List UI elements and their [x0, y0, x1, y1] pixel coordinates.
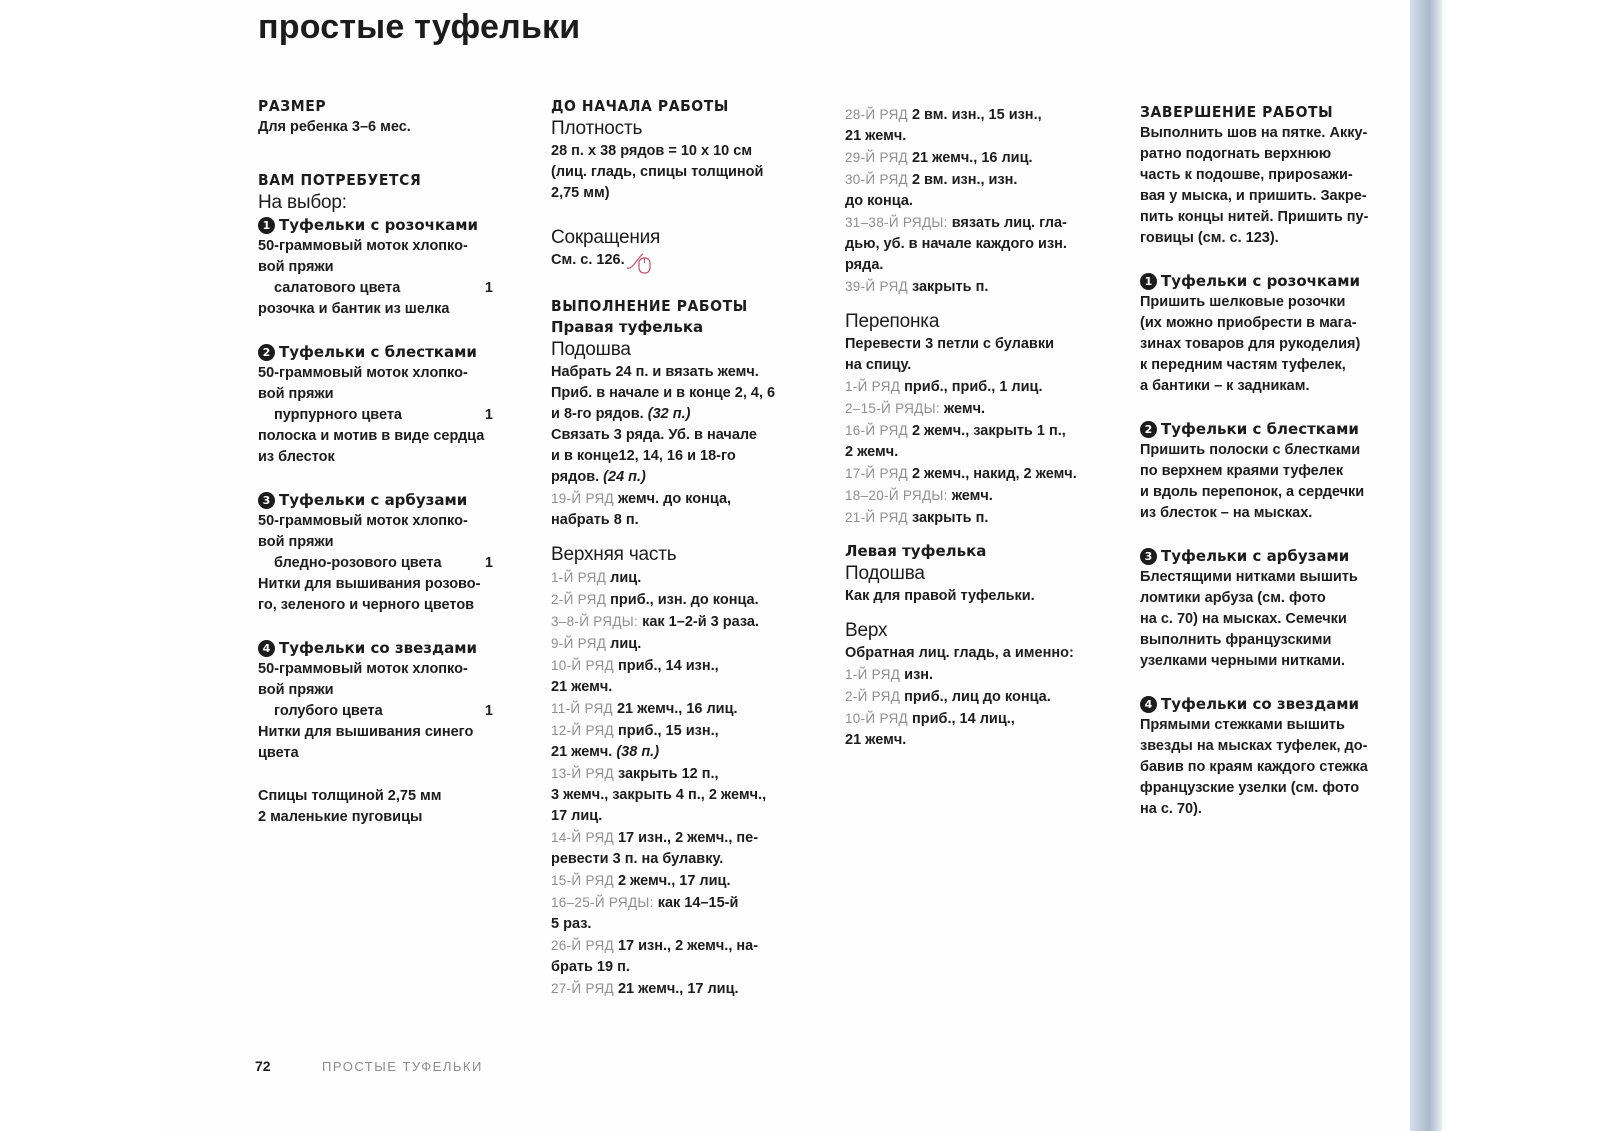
- row-text: 21 жемч., 16 лиц.: [911, 150, 1033, 166]
- instruction-line: [551, 806, 821, 827]
- item-number-badge: 1: [1140, 273, 1157, 290]
- spacer: [1140, 249, 1405, 271]
- material-line: 50-граммовый моток хлопко-: [258, 661, 468, 677]
- instruction-line: [551, 404, 821, 425]
- instruction-line: [551, 467, 821, 488]
- instruction-line: [551, 892, 821, 914]
- row-text: 21 жемч.: [551, 744, 613, 760]
- size-heading: РАЗМЕР: [258, 97, 327, 115]
- row-label: 2-Й РЯД: [845, 689, 901, 704]
- instruction-line: [845, 169, 1120, 191]
- yarn-quantity: 1: [484, 280, 493, 296]
- row-text: приб., приб., 1 лиц.: [904, 379, 1043, 395]
- row-text: изн.: [904, 667, 934, 683]
- row-text: Обратная лиц. гладь, а именно:: [845, 645, 1074, 661]
- finishing-line: узелками черными нитками.: [1140, 653, 1346, 669]
- row-label: 10-Й РЯД: [551, 658, 614, 673]
- row-label: 29-Й РЯД: [845, 150, 908, 165]
- yarn-quantity: 1: [484, 555, 493, 571]
- row-text: 21 жемч.: [551, 679, 613, 695]
- material-line: Нитки для вышивания розово-: [258, 576, 481, 592]
- row-text: Перевести 3 петли с булавки: [845, 336, 1054, 352]
- row-label: 18–20-Й РЯДЫ:: [845, 488, 948, 503]
- instruction-line: [551, 957, 821, 978]
- instruction-line: [845, 398, 1120, 420]
- spacer: [258, 616, 523, 638]
- row-text: и 8-го рядов.: [551, 406, 644, 422]
- row-text: жемч. до конца,: [617, 491, 732, 507]
- item-number-badge: 2: [1140, 421, 1157, 438]
- instruction-line: [845, 664, 1120, 686]
- row-label: 14-Й РЯД: [551, 830, 614, 845]
- page-number: 72: [255, 1058, 271, 1074]
- instruction-line: [551, 978, 821, 1000]
- finish-line: вая у мыска, и пришить. Закре-: [1140, 188, 1367, 204]
- item-title: Туфельки со звездами: [279, 639, 477, 657]
- row-text: приб., 15 изн.,: [617, 723, 719, 739]
- row-text: дью, уб. в начале каждого изн.: [845, 236, 1067, 252]
- row-text: до конца.: [845, 193, 913, 209]
- finishing-line: Прямыми стежками вышить: [1140, 717, 1345, 733]
- row-label: 13-Й РЯД: [551, 766, 614, 781]
- row-text: закрыть п.: [911, 279, 989, 295]
- finishing-line: ломтики арбуза (см. фото: [1140, 590, 1326, 606]
- item-title: Туфельки с блестками: [279, 343, 477, 361]
- row-text: закрыть п.: [911, 510, 989, 526]
- row-label: 11-Й РЯД: [551, 701, 613, 716]
- material-line: вой пряжи: [258, 682, 334, 698]
- row-label: 16–25-Й РЯДЫ:: [551, 895, 654, 910]
- finish-line: говицы (см. с. 123).: [1140, 230, 1279, 246]
- row-label: 27-Й РЯД: [551, 981, 614, 996]
- row-text: Набрать 24 п. и вязать жемч.: [551, 364, 759, 380]
- row-text: 21 жемч., 17 лиц.: [617, 981, 739, 997]
- tools-line: 2 маленькие пуговицы: [258, 809, 423, 825]
- finishing-line: французские узелки (см. фото: [1140, 780, 1360, 796]
- finishing-line: по верхнем краями туфелек: [1140, 463, 1344, 479]
- instruction-line: [551, 633, 821, 655]
- strap-heading: Перепонка: [845, 311, 940, 332]
- row-text: 21 жемч.: [845, 128, 907, 144]
- sole-rows: [551, 362, 821, 531]
- need-heading: ВАМ ПОТРЕБУЕТСЯ: [258, 171, 422, 189]
- instruction-line: [845, 686, 1120, 708]
- instruction-line: [845, 126, 1120, 147]
- left-sole-text: Как для правой туфельки.: [845, 588, 1035, 604]
- item-title: Туфельки с арбузами: [279, 491, 468, 509]
- finishing-line: выполнить французскими: [1140, 632, 1332, 648]
- row-text: вязать лиц. гла-: [951, 215, 1067, 231]
- finishing-line: (их можно приобрести в мага-: [1140, 315, 1357, 331]
- item-heading: [258, 215, 523, 236]
- row-text: ревести 3 п. на булавку.: [551, 851, 724, 867]
- row-text: приб., 14 лиц.,: [911, 711, 1015, 727]
- item-heading: [1140, 694, 1405, 715]
- instruction-line: [845, 507, 1120, 529]
- instruction-line: [551, 720, 821, 742]
- material-color-line: [258, 553, 523, 574]
- finishing-line: звезды на мысках туфелек, до-: [1140, 738, 1368, 754]
- row-label: 21-Й РЯД: [845, 510, 908, 525]
- material-line: 50-граммовый моток хлопко-: [258, 238, 468, 254]
- row-label: 3–8-Й РЯДЫ:: [551, 614, 639, 629]
- running-title: ПРОСТЫЕ ТУФЕЛЬКИ: [322, 1059, 483, 1074]
- finishing-line: Пришить шелковые розочки: [1140, 294, 1346, 310]
- row-text: Связать 3 ряда. Уб. в начале: [551, 427, 757, 443]
- left-sole-heading: Подошва: [845, 563, 925, 584]
- material-line: 50-граммовый моток хлопко-: [258, 365, 468, 381]
- instruction-line: [551, 935, 821, 957]
- density-line: 2,75 мм): [551, 185, 610, 201]
- stitch-count: (24 п.): [603, 469, 646, 485]
- instruction-line: [845, 147, 1120, 169]
- row-label: 2-Й РЯД: [551, 592, 607, 607]
- material-color-line: [258, 701, 523, 722]
- spacer: [258, 468, 523, 490]
- instruction-line: [845, 104, 1120, 126]
- instruction-line: [551, 914, 821, 935]
- yarn-color: бледно-розового цвета: [274, 555, 442, 571]
- size-text: Для ребенка 3–6 мес.: [258, 119, 411, 135]
- item-number-badge: 2: [258, 344, 275, 361]
- finish-line: пить концы нитей. Пришить пу-: [1140, 209, 1369, 225]
- instruction-line: [551, 742, 821, 763]
- row-label: 12-Й РЯД: [551, 723, 614, 738]
- row-label: 26-Й РЯД: [551, 938, 614, 953]
- row-text: приб., изн. до конца.: [610, 592, 759, 608]
- material-line: полоска и мотив в виде сердца: [258, 428, 485, 444]
- mouse-cursor-icon: [625, 252, 653, 274]
- top-heading: Верх: [845, 620, 888, 641]
- right-shoe-heading: Правая туфелька: [551, 318, 704, 336]
- yarn-quantity: 1: [484, 407, 493, 423]
- instruction-line: [551, 785, 821, 806]
- row-text: 5 раз.: [551, 916, 592, 932]
- instruction-line: [845, 420, 1120, 442]
- density-line: 28 п. х 38 рядов = 10 х 10 см: [551, 143, 753, 159]
- item-title: Туфельки с розочками: [1161, 272, 1360, 290]
- instructions-column-2: [845, 104, 1120, 751]
- row-text: приб., лиц до конца.: [904, 689, 1051, 705]
- page-title: простые туфельки: [258, 8, 581, 46]
- instruction-line: [551, 567, 821, 589]
- row-label: 31–38-Й РЯДЫ:: [845, 215, 948, 230]
- item-number-badge: 4: [1140, 696, 1157, 713]
- finishing-line: бавив по краям каждого стежка: [1140, 759, 1368, 775]
- row-text: жемч.: [951, 488, 993, 504]
- strap-rows: [845, 334, 1120, 529]
- instruction-line: [845, 730, 1120, 751]
- instruction-line: [845, 643, 1120, 664]
- row-text: 2 вм. изн., 15 изн.,: [911, 107, 1042, 123]
- row-label: 17-Й РЯД: [845, 466, 908, 481]
- row-text: рядов.: [551, 469, 600, 485]
- row-text: набрать 8 п.: [551, 512, 639, 528]
- finishing-line: а бантики – к задникам.: [1140, 378, 1310, 394]
- row-text: 3 жемч., закрыть 4 п., 2 жемч.,: [551, 787, 767, 803]
- abbr-text: См. с. 126.: [551, 250, 821, 274]
- material-line: розочка и бантик из шелка: [258, 301, 450, 317]
- abbr-heading: Сокращения: [551, 227, 661, 248]
- instruction-line: [845, 485, 1120, 507]
- instruction-line: [551, 446, 821, 467]
- page-gutter: [1410, 0, 1442, 1131]
- instruction-line: [845, 212, 1120, 234]
- row-text: лиц.: [610, 570, 642, 586]
- item-number-badge: 3: [1140, 548, 1157, 565]
- instruction-line: [551, 425, 821, 446]
- instruction-line: [551, 510, 821, 531]
- finishing-line: из блесток – на мысках.: [1140, 505, 1313, 521]
- row-label: 1-Й РЯД: [845, 379, 901, 394]
- material-color-line: [258, 405, 523, 426]
- instruction-line: [551, 589, 821, 611]
- material-line: вой пряжи: [258, 386, 334, 402]
- material-line: 50-граммовый моток хлопко-: [258, 513, 468, 529]
- instruction-line: [845, 255, 1120, 276]
- row-text: закрыть 12 п.,: [617, 766, 719, 782]
- yarn-quantity: 1: [484, 703, 493, 719]
- finishing-line: зинах товаров для рукоделия): [1140, 336, 1361, 352]
- row-text: 21 жемч.: [845, 732, 907, 748]
- row-label: 16-Й РЯД: [845, 423, 908, 438]
- instruction-line: [551, 698, 821, 720]
- sole-heading: Подошва: [551, 339, 631, 360]
- row-text: как 14–15-й: [657, 895, 739, 911]
- row-label: 39-Й РЯД: [845, 279, 908, 294]
- row-label: 1-Й РЯД: [845, 667, 901, 682]
- row-text: Приб. в начале и в конце 2, 4, 6: [551, 385, 776, 401]
- item-number-badge: 1: [258, 217, 275, 234]
- instruction-line: [551, 677, 821, 698]
- item-heading: [1140, 271, 1405, 292]
- material-line: Нитки для вышивания синего: [258, 724, 474, 740]
- row-text: 2 жемч., закрыть 1 п.,: [911, 423, 1066, 439]
- instruction-line: [551, 611, 821, 633]
- instruction-line: [845, 191, 1120, 212]
- yarn-color: голубого цвета: [274, 703, 383, 719]
- finishing-column: [1140, 102, 1405, 820]
- upper-rows-continued: [845, 104, 1120, 298]
- finishing-line: Пришить полоски с блестками: [1140, 442, 1361, 458]
- yarn-color: салатового цвета: [274, 280, 401, 296]
- instruction-line: [845, 355, 1120, 376]
- item-number-badge: 3: [258, 492, 275, 509]
- item-heading: [1140, 419, 1405, 440]
- instruction-line: [845, 376, 1120, 398]
- finishing-line: на с. 70).: [1140, 801, 1202, 817]
- top-rows: [845, 643, 1120, 751]
- row-text: брать 19 п.: [551, 959, 630, 975]
- finish-line: часть к подошве, приposажи-: [1140, 167, 1353, 183]
- row-text: приб., 14 изн.,: [617, 658, 719, 674]
- row-text: как 1–2-й 3 раза.: [642, 614, 759, 630]
- instruction-line: [845, 463, 1120, 485]
- density-heading: Плотность: [551, 118, 643, 139]
- item-title: Туфельки с розочками: [279, 216, 478, 234]
- item-title: Туфельки с арбузами: [1161, 547, 1350, 565]
- left-shoe-heading: Левая туфелька: [845, 542, 987, 560]
- before-heading: ДО НАЧАЛА РАБОТЫ: [551, 97, 729, 115]
- item-heading: [258, 490, 523, 511]
- upper-heading: Верхняя часть: [551, 544, 677, 565]
- finish-line: ратно подогнать верхнюю: [1140, 146, 1332, 162]
- materials-list: [258, 215, 523, 764]
- finishing-list: [1140, 249, 1405, 820]
- finishing-line: Блестящими нитками вышить: [1140, 569, 1358, 585]
- work-heading: ВЫПОЛНЕНИЕ РАБОТЫ: [551, 297, 748, 315]
- spacer: [1140, 672, 1405, 694]
- instruction-line: [845, 276, 1120, 298]
- row-text: и в конце12, 14, 16 и 18-го: [551, 448, 736, 464]
- row-text: 17 изн., 2 жемч., на-: [617, 938, 759, 954]
- row-text: 2 вм. изн., изн.: [911, 172, 1018, 188]
- instruction-line: [845, 234, 1120, 255]
- instruction-line: [551, 383, 821, 404]
- spacer: [1140, 397, 1405, 419]
- stitch-count: (32 п.): [647, 406, 691, 422]
- instruction-line: [845, 334, 1120, 355]
- row-label: 30-Й РЯД: [845, 172, 908, 187]
- instruction-line: [551, 655, 821, 677]
- finish-text: [1140, 123, 1405, 249]
- row-text: 2 жемч., 17 лиц.: [617, 873, 731, 889]
- material-line: вой пряжи: [258, 534, 334, 550]
- yarn-color: пурпурного цвета: [274, 407, 403, 423]
- instruction-line: [845, 442, 1120, 463]
- finishing-line: к передним частям туфелек,: [1140, 357, 1346, 373]
- instruction-line: [845, 708, 1120, 730]
- row-label: 1-Й РЯД: [551, 570, 607, 585]
- row-label: 10-Й РЯД: [845, 711, 908, 726]
- row-label: 19-Й РЯД: [551, 491, 614, 506]
- row-text: 2 жемч., накид, 2 жемч.: [911, 466, 1077, 482]
- item-title: Туфельки с блестками: [1161, 420, 1359, 438]
- row-label: 2–15-Й РЯДЫ:: [845, 401, 940, 416]
- spacer: [258, 320, 523, 342]
- tools-line: Спицы толщиной 2,75 мм: [258, 788, 442, 804]
- row-text: 17 лиц.: [551, 808, 603, 824]
- finishing-line: на с. 70) на мысках. Семечки: [1140, 611, 1347, 627]
- item-title: Туфельки со звездами: [1161, 695, 1359, 713]
- row-text: жемч.: [943, 401, 986, 417]
- instructions-column-1: [551, 96, 821, 1000]
- row-text: на спицу.: [845, 357, 912, 373]
- spacer: [1140, 524, 1405, 546]
- material-line: вой пряжи: [258, 259, 334, 275]
- stitch-count: (38 п.): [616, 744, 660, 760]
- material-line: из блесток: [258, 449, 335, 465]
- item-heading: [1140, 546, 1405, 567]
- instruction-line: [551, 827, 821, 849]
- instruction-line: [551, 763, 821, 785]
- instruction-line: [551, 870, 821, 892]
- row-text: ряда.: [845, 257, 884, 273]
- density-line: (лиц. гладь, спицы толщиной: [551, 164, 764, 180]
- material-line: го, зеленого и черного цветов: [258, 597, 475, 613]
- row-label: 9-Й РЯД: [551, 636, 607, 651]
- row-text: 2 жемч.: [845, 444, 899, 460]
- instruction-line: [551, 362, 821, 383]
- finish-line: Выполнить шов на пятке. Акку-: [1140, 125, 1368, 141]
- material-line: цвета: [258, 745, 299, 761]
- instruction-line: [551, 488, 821, 510]
- item-heading: [258, 342, 523, 363]
- finishing-line: и вдоль перепонок, а сердечки: [1140, 484, 1365, 500]
- upper-rows: [551, 567, 821, 1000]
- row-text: 21 жемч., 16 лиц.: [616, 701, 738, 717]
- item-heading: [258, 638, 523, 659]
- materials-column: [258, 96, 523, 828]
- row-text: лиц.: [610, 636, 642, 652]
- finish-heading: ЗАВЕРШЕНИЕ РАБОТЫ: [1140, 103, 1334, 121]
- instruction-line: [551, 849, 821, 870]
- row-label: 15-Й РЯД: [551, 873, 614, 888]
- choice-label: На выбор:: [258, 192, 347, 213]
- row-text: 17 изн., 2 жемч., пе-: [617, 830, 759, 846]
- row-label: 28-Й РЯД: [845, 107, 908, 122]
- material-color-line: [258, 278, 523, 299]
- item-number-badge: 4: [258, 640, 275, 657]
